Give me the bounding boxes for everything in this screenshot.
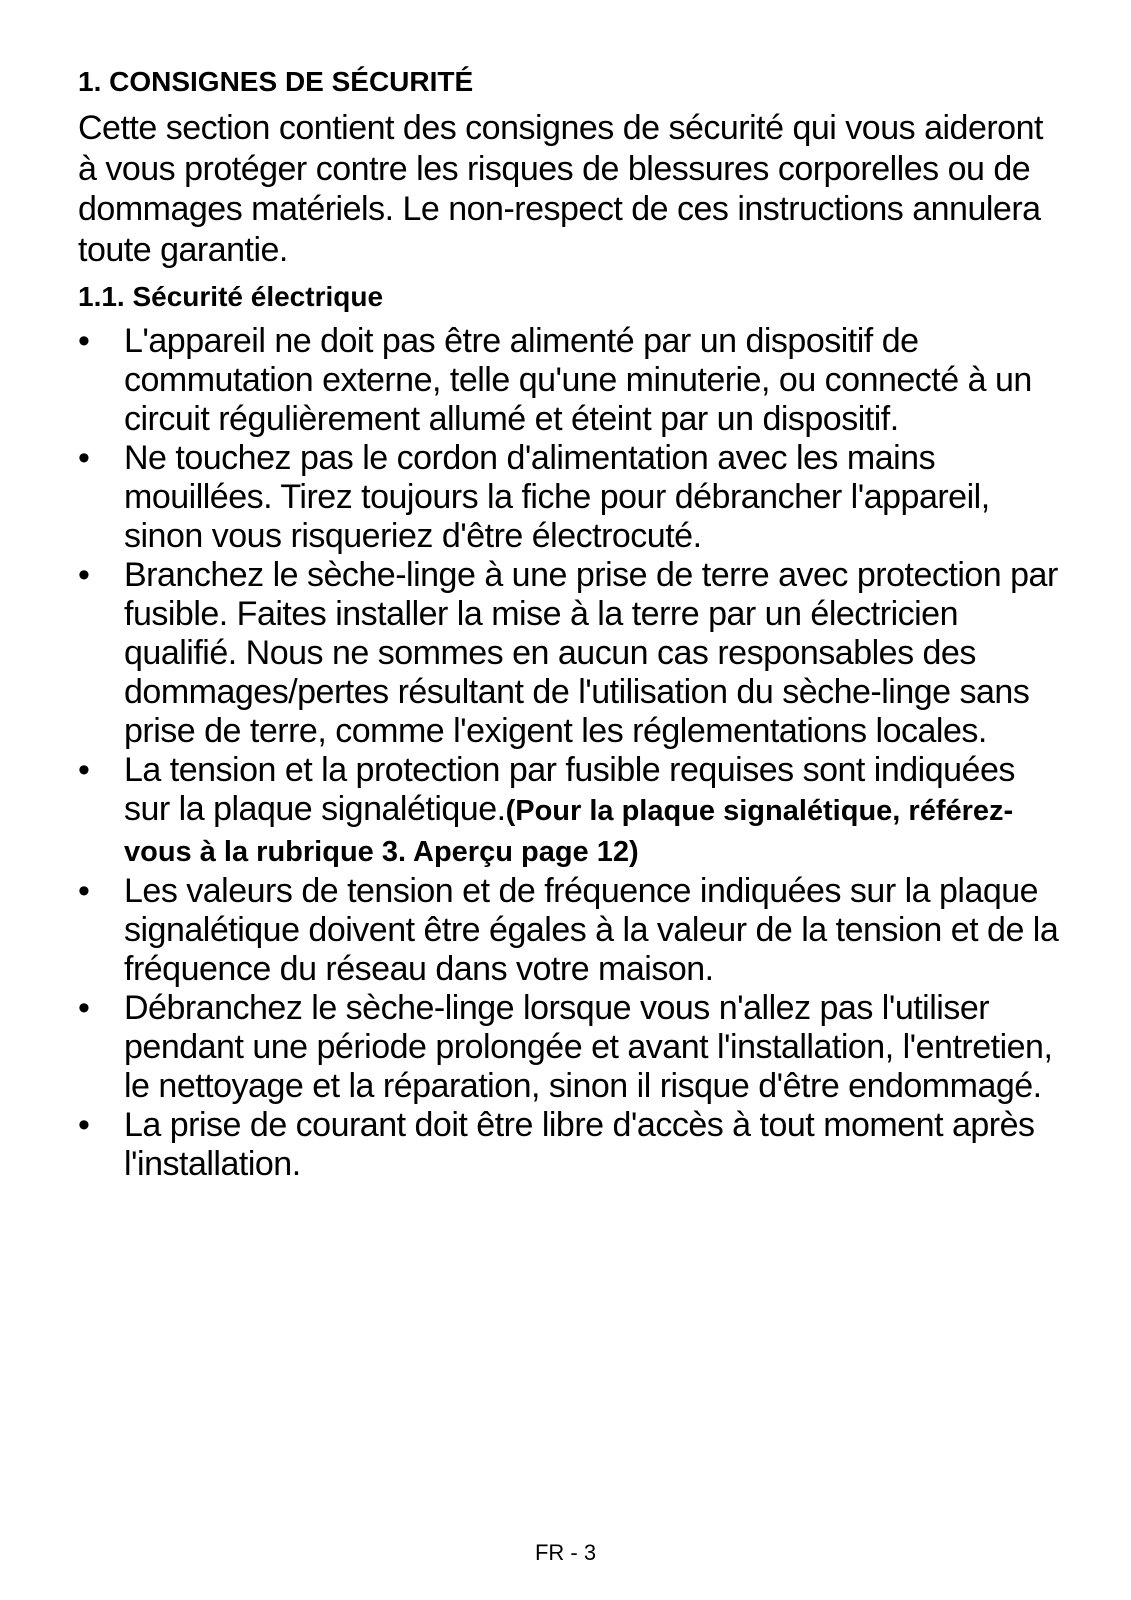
bullet-text: Branchez le sèche-linge à une prise de terre avec protection par fusible. Faites installer la mise à la terre par un électricien qualifié. Nous ne sommes en aucun cas responsables des dommages/pertes résultant de l'utilisation du sèche-linge sans prise de terre, comme l'exigent les réglementations locales.: [124, 556, 1058, 750]
bullet-marker: •: [78, 556, 90, 594]
bullet-bold-reference: (Pour la plaque signalétique, référez-vous à la rubrique 3. Aperçu page 12): [124, 795, 1014, 868]
page-number: FR - 3: [534, 1540, 597, 1565]
intro-paragraph: Cette section contient des consignes de sécurité qui vous aideront à vous protéger contre les risques de blessures corporelles ou de dommages matériels. Le non-respect de ces instructions annulera toute garantie.: [78, 109, 1043, 269]
bullet-marker: •: [78, 1106, 90, 1144]
bullet-text: La tension et la protection par fusible requises sont indiquées sur la plaque signalétique.: [124, 751, 1015, 828]
list-item: [78, 751, 1063, 872]
list-item: [78, 439, 1063, 556]
bullet-marker: •: [78, 872, 90, 910]
bullet-text: L'appareil ne doit pas être alimenté par un dispositif de commutation externe, telle qu'une minuterie, ou connecté à un circuit régulièrement allumé et éteint par un dispositif.: [124, 322, 1032, 438]
subsection-heading: 1.1. Sécurité électrique: [78, 281, 384, 312]
bullet-text: Les valeurs de tension et de fréquence indiquées sur la plaque signalétique doivent être égales à la valeur de la tension et de la fréquence du réseau dans votre maison.: [124, 872, 1059, 988]
bullet-text: La prise de courant doit être libre d'accès à tout moment après l'installation.: [124, 1106, 1035, 1183]
list-item: [78, 322, 1063, 439]
document-page: [78, 64, 1063, 1184]
bullet-marker: •: [78, 439, 90, 477]
bullet-text: Ne touchez pas le cordon d'alimentation avec les mains mouillées. Tirez toujours la fiche pour débrancher l'appareil, sinon vous risqueriez d'être électrocuté.: [124, 439, 990, 555]
list-item: [78, 989, 1063, 1106]
bullet-marker: •: [78, 751, 90, 789]
bullet-text: Débranchez le sèche-linge lorsque vous n'allez pas l'utiliser pendant une période prolongée et avant l'installation, l'entretien, le nettoyage et la réparation, sinon il risque d'être endommagé.: [124, 989, 1053, 1105]
bullet-marker: •: [78, 989, 90, 1027]
section-heading: 1. CONSIGNES DE SÉCURITÉ: [78, 66, 474, 97]
list-item: [78, 556, 1063, 751]
list-item: [78, 1106, 1063, 1184]
list-item: [78, 872, 1063, 989]
safety-bullet-list: [78, 322, 1063, 1184]
bullet-marker: •: [78, 322, 90, 360]
